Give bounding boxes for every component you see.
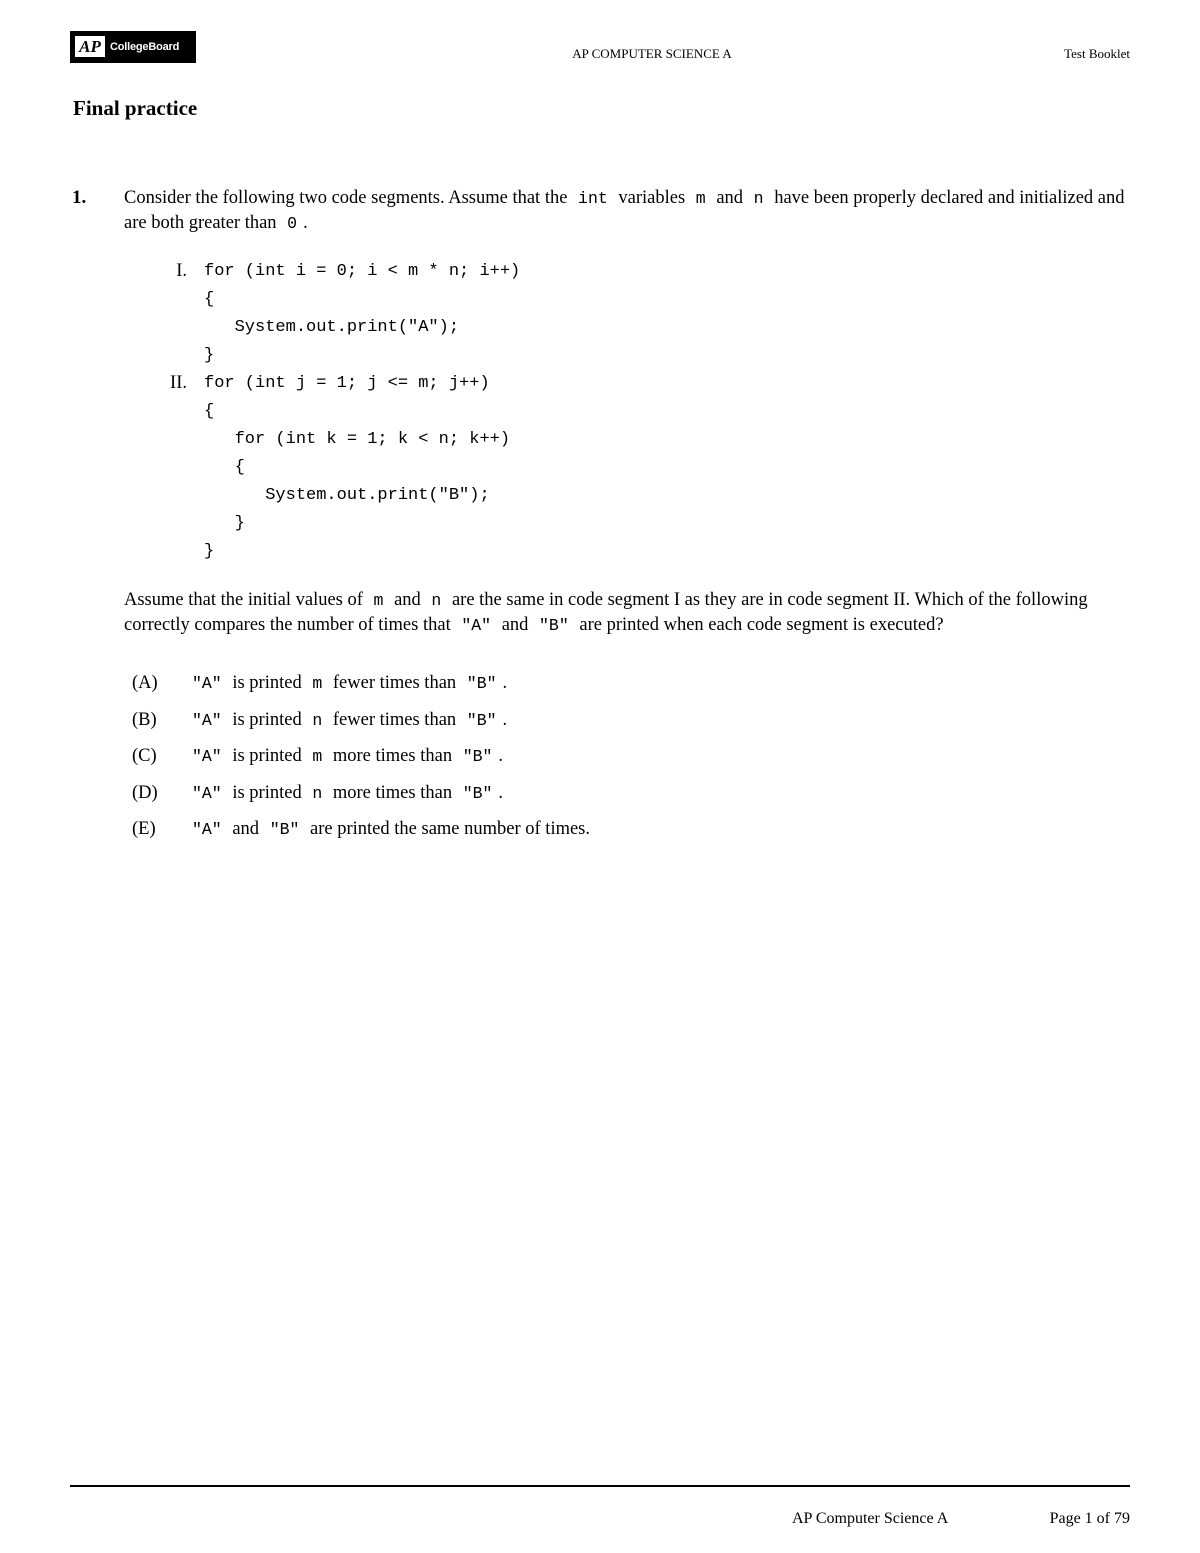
choice-text-part: . [502,673,508,693]
collegeboard-wordmark: CollegeBoard [110,41,180,53]
inline-code: n [431,591,442,610]
code-text: } [204,542,215,561]
inline-code: n [753,189,764,208]
code-text: System.out.print("A"); [204,318,460,337]
prompt-text: have been properly declared and initialized and are both greater than [124,188,1125,233]
prompt-text: variables [618,188,686,208]
choice-text [186,710,507,731]
choice-letter: (C) [132,746,157,766]
followup-text: and [501,615,529,635]
inline-code: n [312,710,323,730]
question-prompt [124,186,1134,236]
followup-text: Assume that the initial values of [124,590,363,610]
followup-text: are the same in code segment I as they are in code segment II. Which of the following correctly compares the number of times that [124,590,1088,635]
inline-code: m [695,189,706,208]
header-course-title: AP COMPUTER SCIENCE A [572,46,732,61]
question-number: 1. [72,187,87,208]
inline-code: "B" [466,710,497,730]
inline-code: m [312,747,323,766]
inline-code: "A" [192,783,222,803]
inline-code: m [373,591,384,610]
inline-code: n [312,783,323,803]
choice-text-part: more times than [332,746,453,766]
code-text: { [204,402,215,421]
choice-text-part: fewer times than [332,673,457,693]
followup-text: and [394,590,421,610]
prompt-text: . [303,213,308,233]
choice-text-part: fewer times than [332,709,457,730]
code-segment-label: II. [170,373,187,393]
choice-text-part: and [232,819,260,839]
prompt-text: Consider the following two code segments. Assume that the [124,188,568,208]
inline-code: "A" [192,710,222,730]
inline-code: m [312,674,323,693]
followup-text: are printed when each code segment is executed? [579,615,944,635]
choice-text [186,746,503,767]
code-text: for (int i = 0; i < m * n; i++) [204,262,521,281]
choice-letter: (A) [132,673,158,693]
question-followup [124,588,1134,638]
ap-logo-mark: AP [75,36,105,57]
choice-text-part: . [498,746,504,766]
choice-text-part: are printed the same number of times. [310,819,591,839]
inline-code: "A" [461,616,492,635]
choice-text-part: more times than [332,782,453,803]
choice-text [186,819,590,840]
code-text: { [204,458,245,477]
choice-text-part: is printed [232,746,302,766]
choice-text-part: is printed [232,782,302,803]
prompt-text: and [716,188,744,208]
choice-text-part: . [498,782,504,803]
inline-code: "B" [462,783,493,803]
inline-code: "A" [192,674,222,693]
choice-text-part: is printed [232,709,302,730]
inline-code: "B" [539,616,569,635]
inline-code: "A" [192,820,222,839]
inline-code: "A" [192,747,222,766]
code-text: } [204,346,215,365]
choice-text-part: is printed [232,673,302,693]
choice-letter: (B) [132,709,157,730]
choice-letter: (D) [132,782,158,803]
inline-code: "B" [462,747,493,766]
code-text: } [204,514,245,533]
page-title: Final practice [73,96,198,120]
footer-page-number: Page 1 of 79 [1049,1510,1130,1527]
footer-divider [70,1485,1130,1487]
inline-code: "B" [269,820,300,839]
code-segment-label: I. [176,261,187,281]
code-text: System.out.print("B"); [204,486,490,505]
choice-text-part: . [502,709,508,730]
inline-code: int [578,189,608,208]
footer-course: AP Computer Science A [792,1510,949,1527]
choice-letter: (E) [132,819,156,839]
choice-text [186,673,507,694]
code-text: for (int j = 1; j <= m; j++) [204,374,490,393]
inline-code: 0 [287,214,298,233]
inline-code: "B" [466,674,497,693]
choice-text [186,783,503,804]
code-text: for (int k = 1; k < n; k++) [204,430,511,449]
header-booklet-label: Test Booklet [1064,46,1130,61]
code-text: { [204,290,215,309]
